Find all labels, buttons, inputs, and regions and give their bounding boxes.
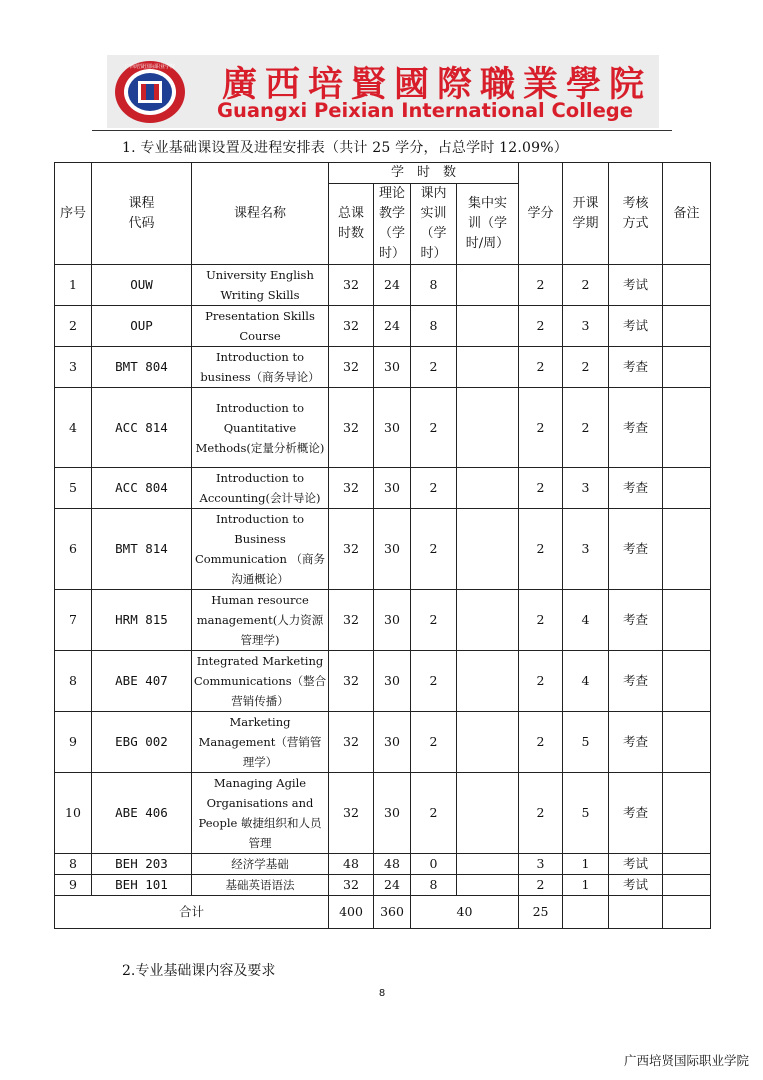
cell-name: Human resource management(人力资源管理学) [192, 590, 329, 651]
cell-code: ABE 407 [92, 651, 192, 712]
cell-credits: 2 [519, 347, 563, 388]
cell-seq: 4 [55, 388, 92, 468]
cell-intensive [457, 509, 519, 590]
header-in-class-label: 课内实训（学时） [420, 186, 447, 261]
cell-seq: 10 [55, 773, 92, 854]
cell-assessment: 考查 [609, 590, 663, 651]
cell-name: Presentation Skills Course [192, 306, 329, 347]
cell-code: BEH 101 [92, 875, 192, 896]
header-intensive [457, 184, 519, 265]
cell-seq: 7 [55, 590, 92, 651]
cell-semester: 4 [563, 590, 609, 651]
total-hours: 400 [329, 896, 374, 929]
cell-name: Managing Agile Organisations and People 敏捷组织和人员管理 [192, 773, 329, 854]
table-row [55, 773, 711, 854]
cell-code: BMT 804 [92, 347, 192, 388]
cell-practice: 2 [411, 712, 457, 773]
cell-intensive [457, 651, 519, 712]
cell-theory: 24 [374, 306, 411, 347]
header-hours-group: 学 时 数 [329, 163, 519, 184]
cell-practice: 2 [411, 468, 457, 509]
cell-code: OUP [92, 306, 192, 347]
cell-assessment: 考试 [609, 265, 663, 306]
cell-semester: 4 [563, 651, 609, 712]
cell-name: Marketing Management（营销管理学） [192, 712, 329, 773]
cell-intensive [457, 590, 519, 651]
cell-credits: 2 [519, 388, 563, 468]
cell-total: 32 [329, 347, 374, 388]
cell-total: 32 [329, 306, 374, 347]
cell-name: Integrated Marketing Communications（整合营销传播） [192, 651, 329, 712]
cell-theory: 30 [374, 347, 411, 388]
cell-code: HRM 815 [92, 590, 192, 651]
cell-code: OUW [92, 265, 192, 306]
cell-theory: 48 [374, 854, 411, 875]
total-empty-remarks [663, 896, 711, 929]
header-remarks: 备注 [663, 163, 711, 265]
cell-remarks [663, 509, 711, 590]
cell-total: 32 [329, 651, 374, 712]
header-code [92, 163, 192, 265]
cell-practice: 0 [411, 854, 457, 875]
table-row [55, 347, 711, 388]
table-row [55, 509, 711, 590]
total-practice: 40 [411, 896, 519, 929]
cell-credits: 2 [519, 773, 563, 854]
cell-seq: 8 [55, 651, 92, 712]
cell-intensive [457, 468, 519, 509]
cell-practice: 2 [411, 590, 457, 651]
header-semester-label: 开课学期 [572, 195, 599, 231]
cell-total: 32 [329, 265, 374, 306]
cell-practice: 8 [411, 875, 457, 896]
cell-credits: 2 [519, 468, 563, 509]
cell-intensive [457, 306, 519, 347]
cell-theory: 24 [374, 265, 411, 306]
header-intensive-label: 集中实训（学时/周） [465, 196, 510, 251]
cell-remarks [663, 712, 711, 773]
cell-remarks [663, 875, 711, 896]
cell-code: ACC 804 [92, 468, 192, 509]
section-2-title: 2.专业基础课内容及要求 [122, 963, 276, 979]
table-row [55, 265, 711, 306]
cell-semester: 1 [563, 854, 609, 875]
cell-total: 32 [329, 875, 374, 896]
header-semester [563, 163, 609, 265]
cell-theory: 30 [374, 651, 411, 712]
college-name-english: Guangxi Peixian International College [217, 99, 633, 122]
total-empty-assessment [609, 896, 663, 929]
cell-remarks [663, 468, 711, 509]
total-credits: 25 [519, 896, 563, 929]
college-banner [107, 55, 659, 128]
cell-intensive [457, 347, 519, 388]
cell-total: 32 [329, 712, 374, 773]
total-theory: 360 [374, 896, 411, 929]
table-row [55, 306, 711, 347]
cell-total: 32 [329, 590, 374, 651]
svg-text:广西培贤国际职业学院: 广西培贤国际职业学院 [124, 64, 176, 70]
header-assessment [609, 163, 663, 265]
cell-semester: 1 [563, 875, 609, 896]
cell-theory: 30 [374, 590, 411, 651]
cell-semester: 2 [563, 347, 609, 388]
cell-semester: 2 [563, 388, 609, 468]
cell-code: BMT 814 [92, 509, 192, 590]
cell-assessment: 考试 [609, 875, 663, 896]
cell-credits: 2 [519, 590, 563, 651]
cell-code: EBG 002 [92, 712, 192, 773]
cell-remarks [663, 773, 711, 854]
cell-remarks [663, 388, 711, 468]
cell-total: 32 [329, 388, 374, 468]
cell-semester: 5 [563, 773, 609, 854]
header-code-label: 课程代码 [128, 195, 155, 231]
cell-assessment: 考查 [609, 712, 663, 773]
cell-credits: 2 [519, 265, 563, 306]
cell-total: 48 [329, 854, 374, 875]
cell-semester: 3 [563, 306, 609, 347]
cell-credits: 2 [519, 712, 563, 773]
cell-credits: 2 [519, 509, 563, 590]
table-row [55, 875, 711, 896]
header-divider [92, 130, 672, 131]
section-title: 1. 专业基础课设置及进程安排表（共计 25 学分，占总学时 12.09%） [122, 140, 568, 156]
table-row [55, 651, 711, 712]
cell-assessment: 考查 [609, 651, 663, 712]
header-in-class [411, 184, 457, 265]
cell-code: BEH 203 [92, 854, 192, 875]
cell-semester: 2 [563, 265, 609, 306]
cell-theory: 30 [374, 468, 411, 509]
cell-practice: 8 [411, 265, 457, 306]
cell-semester: 3 [563, 509, 609, 590]
cell-total: 32 [329, 773, 374, 854]
cell-practice: 2 [411, 651, 457, 712]
cell-assessment: 考查 [609, 347, 663, 388]
cell-intensive [457, 712, 519, 773]
cell-theory: 30 [374, 388, 411, 468]
cell-intensive [457, 388, 519, 468]
cell-assessment: 考查 [609, 388, 663, 468]
header-theory-label: 理论教学（学时） [378, 186, 405, 261]
cell-semester: 3 [563, 468, 609, 509]
cell-intensive [457, 875, 519, 896]
table-row [55, 590, 711, 651]
header-assessment-label: 考核方式 [622, 195, 649, 231]
cell-name: Introduction to Business Communication （商务沟通概论） [192, 509, 329, 590]
cell-intensive [457, 854, 519, 875]
cell-seq: 5 [55, 468, 92, 509]
table-row [55, 712, 711, 773]
cell-total: 32 [329, 468, 374, 509]
footer-organization: 广西培贤国际职业学院 [623, 1053, 749, 1068]
cell-practice: 8 [411, 306, 457, 347]
cell-assessment: 考试 [609, 306, 663, 347]
cell-semester: 5 [563, 712, 609, 773]
cell-name: University English Writing Skills [192, 265, 329, 306]
table-row [55, 854, 711, 875]
cell-intensive [457, 265, 519, 306]
header-credits: 学分 [519, 163, 563, 265]
cell-remarks [663, 306, 711, 347]
total-row [55, 896, 711, 929]
header-total-hours-label: 总课时数 [337, 206, 364, 241]
cell-seq: 6 [55, 509, 92, 590]
course-schedule-table [54, 162, 711, 929]
cell-seq: 3 [55, 347, 92, 388]
cell-practice: 2 [411, 773, 457, 854]
cell-credits: 2 [519, 651, 563, 712]
cell-remarks [663, 651, 711, 712]
cell-theory: 30 [374, 712, 411, 773]
cell-seq: 9 [55, 712, 92, 773]
cell-seq: 2 [55, 306, 92, 347]
cell-name: Introduction to Quantitative Methods(定量分析概论) [192, 388, 329, 468]
cell-theory: 24 [374, 875, 411, 896]
cell-total: 32 [329, 509, 374, 590]
table-body [55, 265, 711, 896]
cell-credits: 2 [519, 875, 563, 896]
college-seal-logo [113, 59, 187, 125]
header-theory [374, 184, 411, 265]
cell-seq: 9 [55, 875, 92, 896]
cell-remarks [663, 590, 711, 651]
cell-practice: 2 [411, 347, 457, 388]
cell-seq: 8 [55, 854, 92, 875]
cell-assessment: 考试 [609, 854, 663, 875]
cell-seq: 1 [55, 265, 92, 306]
cell-name: Introduction to business（商务导论） [192, 347, 329, 388]
cell-remarks [663, 347, 711, 388]
cell-remarks [663, 854, 711, 875]
cell-assessment: 考查 [609, 468, 663, 509]
cell-theory: 30 [374, 509, 411, 590]
header-name: 课程名称 [192, 163, 329, 265]
cell-practice: 2 [411, 388, 457, 468]
total-label: 合计 [55, 896, 329, 929]
cell-name: Introduction to Accounting(会计导论) [192, 468, 329, 509]
cell-remarks [663, 265, 711, 306]
cell-name: 经济学基础 [192, 854, 329, 875]
total-empty-semester [563, 896, 609, 929]
page-number: 8 [378, 988, 386, 999]
table-row [55, 468, 711, 509]
cell-credits: 3 [519, 854, 563, 875]
cell-practice: 2 [411, 509, 457, 590]
cell-name: 基础英语语法 [192, 875, 329, 896]
cell-code: ACC 814 [92, 388, 192, 468]
cell-intensive [457, 773, 519, 854]
cell-assessment: 考查 [609, 773, 663, 854]
cell-assessment: 考查 [609, 509, 663, 590]
header-seq: 序号 [55, 163, 92, 265]
cell-theory: 30 [374, 773, 411, 854]
college-name-chinese: 廣西培賢國際職業學院 [222, 64, 653, 105]
cell-code: ABE 406 [92, 773, 192, 854]
header-total-hours [329, 184, 374, 265]
cell-credits: 2 [519, 306, 563, 347]
table-row [55, 388, 711, 468]
